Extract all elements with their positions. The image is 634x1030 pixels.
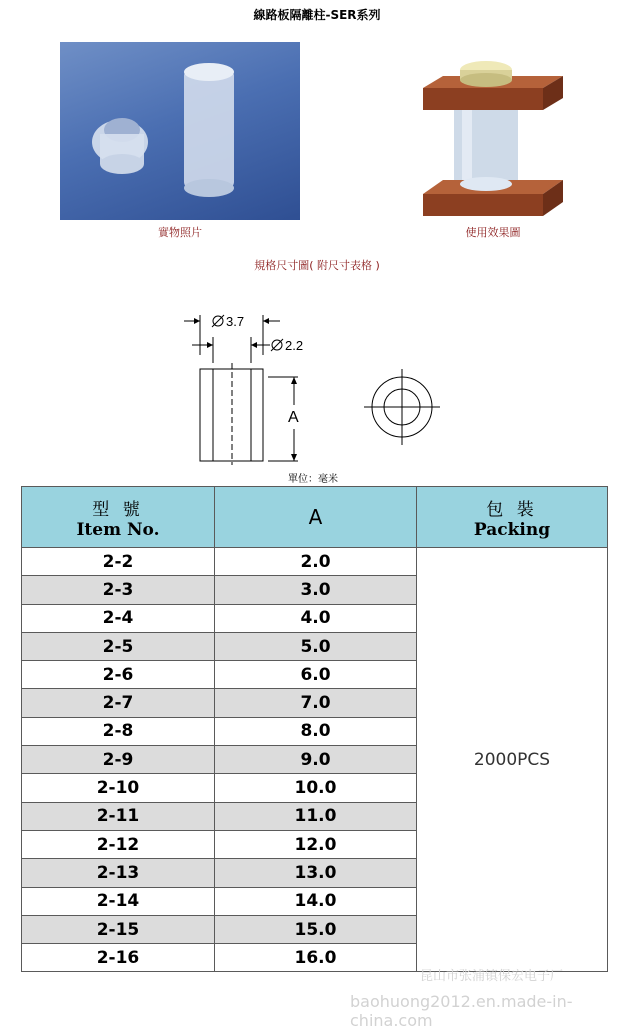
company-watermark: 昆山市张浦镇保宏电子厂: [420, 969, 564, 984]
usage-caption: 使用效果圖: [465, 226, 521, 239]
spec-table: [21, 486, 608, 972]
packing-cell: 2000PCS: [417, 548, 608, 972]
item-cell: 2-10: [22, 774, 215, 802]
item-cell: 2-4: [22, 604, 215, 632]
header-item-zh: 型 號: [92, 499, 144, 520]
usage-render: [418, 52, 568, 232]
header-packing-zh: 包 裝: [486, 499, 538, 520]
item-cell: 2-15: [22, 915, 215, 943]
a-cell: 6.0: [215, 661, 417, 689]
item-cell: 2-14: [22, 887, 215, 915]
a-cell: 14.0: [215, 887, 417, 915]
header-item-en: Item No.: [76, 519, 160, 540]
technical-drawing-svg: [170, 305, 470, 475]
spec-title: 規格尺寸圖( 附尺寸表格 ): [254, 259, 380, 272]
header-a: [215, 487, 417, 548]
item-cell: 2-12: [22, 830, 215, 858]
a-cell: 11.0: [215, 802, 417, 830]
a-cell: 13.0: [215, 859, 417, 887]
site-watermark: baohuong2012.en.made-in-china.com: [350, 992, 573, 1030]
inner-diameter-label: 2.2: [285, 338, 304, 353]
unit-label: 單位：毫米: [288, 474, 338, 485]
technical-drawing: [170, 305, 470, 475]
a-cell: 9.0: [215, 746, 417, 774]
product-photo: [60, 42, 300, 220]
item-cell: 2-5: [22, 632, 215, 660]
header-a-label: A: [308, 505, 323, 529]
item-cell: 2-11: [22, 802, 215, 830]
height-label: A: [288, 409, 299, 426]
a-cell: 7.0: [215, 689, 417, 717]
item-cell: 2-6: [22, 661, 215, 689]
item-cell: 2-2: [22, 548, 215, 576]
page-title: 線路板隔離柱-SER系列: [253, 8, 381, 22]
a-cell: 16.0: [215, 944, 417, 972]
header-packing: [417, 487, 608, 548]
a-cell: 5.0: [215, 632, 417, 660]
a-cell: 8.0: [215, 717, 417, 745]
item-cell: 2-13: [22, 859, 215, 887]
photo-caption: 實物照片: [158, 226, 202, 239]
outer-diameter-label: 3.7: [226, 314, 245, 329]
a-cell: 12.0: [215, 830, 417, 858]
item-cell: 2-9: [22, 746, 215, 774]
table-row: [22, 548, 608, 576]
header-packing-en: Packing: [473, 519, 551, 540]
header-item-no: [22, 487, 215, 548]
item-cell: 2-7: [22, 689, 215, 717]
a-cell: 3.0: [215, 576, 417, 604]
a-cell: 2.0: [215, 548, 417, 576]
item-cell: 2-16: [22, 944, 215, 972]
a-cell: 15.0: [215, 915, 417, 943]
usage-render-image: [418, 52, 568, 232]
item-cell: 2-8: [22, 717, 215, 745]
item-cell: 2-3: [22, 576, 215, 604]
a-cell: 4.0: [215, 604, 417, 632]
a-cell: 10.0: [215, 774, 417, 802]
product-photo-image: [60, 42, 300, 220]
